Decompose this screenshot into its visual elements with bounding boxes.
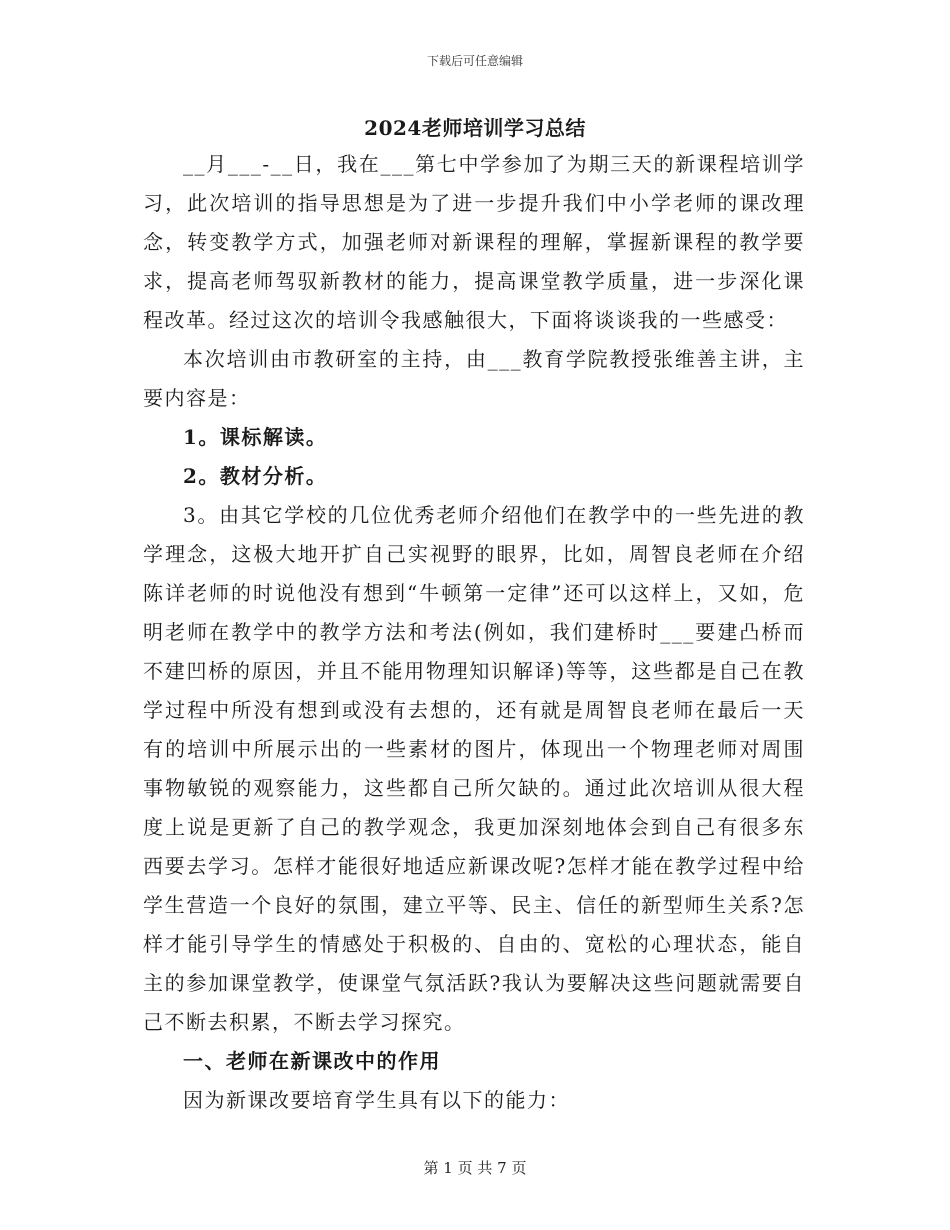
document-body [143, 145, 805, 1120]
section-heading-1: 一、老师在新课改中的作用 [183, 1049, 441, 1073]
paragraph-intro: __月___-__日，我在___第七中学参加了为期三天的新课程培训学习，此次培训的指导思想是为了进一步提升我们中小学老师的课改理念，转变教学方式，加强老师对新课程的理解，掌握新课程的教学要求，提高老师驾驭新教材的能力，提高课堂教学质量，进一步深化课程改革。经过这次的培训令我感触很大，下面将谈谈我的一些感受： [143, 152, 805, 332]
page-header-note: 下载后可任意编辑 [426, 54, 523, 68]
paragraph-abilities: 因为新课改要培育学生具有以下的能力： [183, 1088, 570, 1112]
page-number: 第 1 页 共 7 页 [423, 1159, 527, 1177]
paragraph-training-info: 本次培训由市教研室的主持，由___教育学院教授张维善主讲，主要内容是： [143, 347, 805, 410]
list-item-1: 1。课标解读。 [183, 425, 328, 449]
paragraph-item-3: 3。由其它学校的几位优秀老师介绍他们在教学中的一些先进的教学理念，这极大地开扩自己实视野的眼界，比如，周智良老师在介绍陈详老师的时说他没有想到“牛顿第一定律”还可以这样上，又如，危明老师在教学中的教学方法和考法(例如，我们建桥时___要建凸桥而不建凹桥的原因，并且不能用物理知识解译)等等，这些都是自己在教学过程中所没有想到或没有去想的，还有就是周智良老师在最后一天有的培训中所展示出的一些素材的图片，体现出一个物理老师对周围事物敏锐的观察能力，这些都自己所欠缺的。通过此次培训从很大程度上说是更新了自己的教学观念，我更加深刻地体会到自己有很多东西要去学习。怎样才能很好地适应新课改呢?怎样才能在教学过程中给学生营造一个良好的氛围，建立平等、民主、信任的新型师生关系?怎样才能引导学生的情感处于积极的、自由的、宽松的心理状态，能自主的参加课堂教学，使课堂气氛活跃?我认为要解决这些问题就需要自己不断去积累，不断去学习探究。 [143, 503, 805, 1034]
list-item-2: 2。教材分析。 [183, 464, 328, 488]
document-title: 2024老师培训学习总结 [364, 116, 586, 140]
